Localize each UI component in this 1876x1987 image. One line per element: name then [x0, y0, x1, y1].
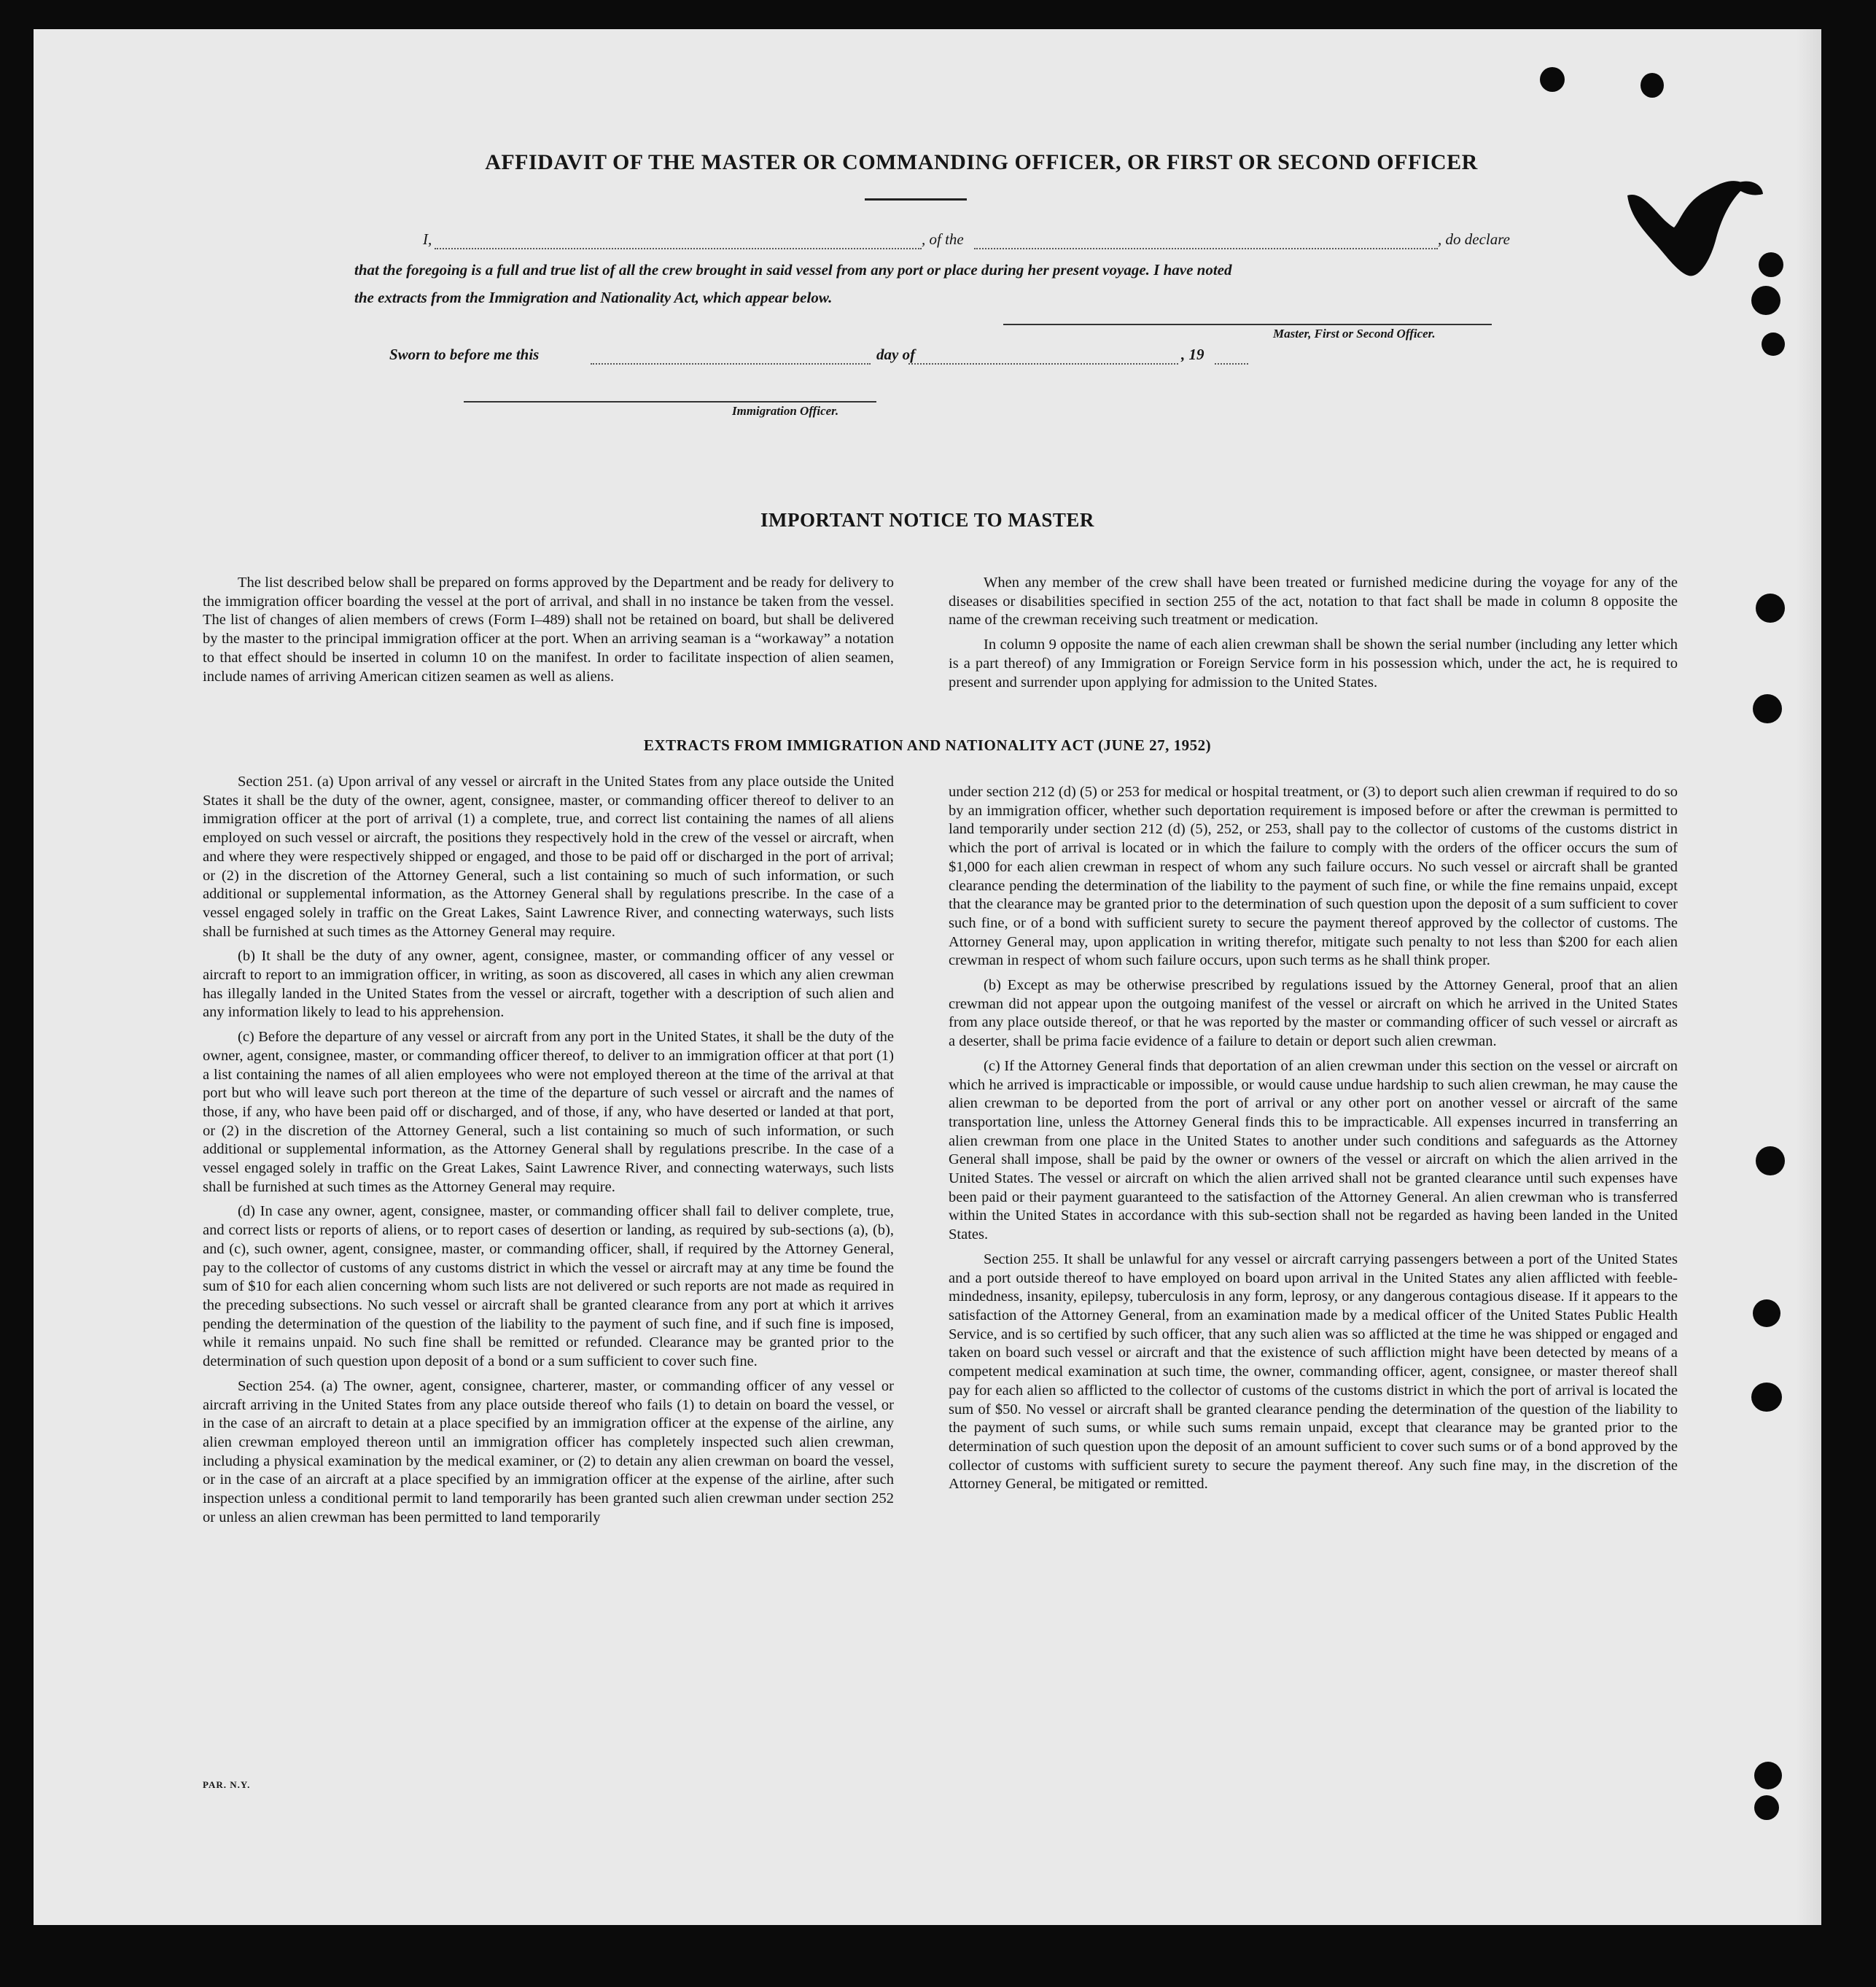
officer-signature-caption: Immigration Officer.	[732, 404, 839, 418]
binder-hole	[1751, 1383, 1782, 1412]
declaration-do-declare-label: , do declare	[1438, 230, 1510, 248]
extracts-right-column	[949, 783, 1678, 1500]
declaration-statement-2: the extracts from the Immigration and Nationality Act, which appear below.	[354, 289, 833, 306]
ink-blot-mark	[1623, 175, 1769, 292]
sworn-day-fill-field[interactable]	[591, 363, 871, 365]
master-signature-line[interactable]	[1003, 324, 1492, 325]
extract-paragraph: under section 212 (d) (5) or 253 for medical or hospital treatment, or (3) to deport such alien crewman if required to do so by an immigration officer, whether such deportation requirement is imposed before or after the crewman is permitted to land temporarily under section 212 (d) (5), 252, or 253, shall pay to the collector of customs of the customs district in which the port of arrival is located or in which the failure to comply with the orders of the officer occurs the sum of $1,000 for each alien crewman in respect of whom any such failure occurs. No such vessel or aircraft shall be granted clearance pending the determination of the liability to the payment of such fine, or while the fine remains unpaid, except that the clearance may be granted prior to the determination of such question upon the deposit of a sum sufficient to cover such fine, or of a bond with sufficient surety to secure the payment thereof approved by the collector of customs. The Attorney General may, upon application in writing therefor, mitigate such penalty to not less than $200 for each alien crewman in respect of whom such failure occurs, upon such terms as he shall think proper.	[949, 784, 1678, 969]
extracts-title: EXTRACTS FROM IMMIGRATION AND NATIONALITY ACT (JUNE 27, 1952)	[643, 736, 1212, 754]
extract-paragraph: (b) Except as may be otherwise prescribed by regulations issued by the Attorney General, proof that an alien crewman did not appear upon the outgoing manifest of the vessel or aircraft on which he arrived in the United States from any place outside thereof, or that he was reported by the master or commanding officer of such vessel or aircraft as a deserter, shall be prima facie evidence of a failure to detain or deport such alien crewman.	[949, 977, 1678, 1050]
extract-paragraph: (d) In case any owner, agent, consignee, master, or commanding officer shall fail to deliver complete, true, and correct lists or reports of aliens, or to report cases of desertion or landing, as required by sub-sections (a), (b), and (c), such owner, agent, consignee, master, or commanding officer, shall, if required by the Attorney General, pay to the collector of customs of any customs district in which the vessel or aircraft may at any time be found the sum of $10 for each alien concerning whom such lists are not delivered or such reports are not made as required in the preceding subsections. No such vessel or aircraft shall be granted clearance from any port at which it arrives pending the determination of the question of the liability to the payment of such fine, and if such fine is imposed, while it remains unpaid. No such fine shall be remitted or refunded. Clearance may be granted prior to the determination of such question upon deposit of a bond or a sum sufficient to cover such fine.	[203, 1203, 894, 1370]
extract-paragraph: (c) If the Attorney General finds that deportation of an alien crewman under this section on the vessel or aircraft on which he arrived is impracticable or impossible, or would cause undue hardship to such alien crewman, he may cause the alien crewman to be deported from the port of arrival or any other port on another vessel or aircraft of the same transportation line, unless the Attorney General finds this to be impracticable. All expenses incurred in transferring an alien crewman from one place in the United States to another under such conditions and safeguards as the Attorney General shall impose, shall be paid by the owner or owners of the vessel or aircraft on which the alien arrived in the United States. The vessel or aircraft on which the alien arrived shall not be granted clearance until such expenses have been paid or their payment guaranteed to the satisfaction of the Attorney General. An alien crewman who is transferred within the United States in accordance with this sub-section shall not be regarded as having been landed in the United States.	[949, 1057, 1678, 1243]
affidavit-title: AFFIDAVIT OF THE MASTER OR COMMANDING OFFICER, OR FIRST OR SECOND OFFICER	[485, 150, 1478, 174]
sworn-label: Sworn to before me this	[389, 346, 540, 363]
binder-hole	[1754, 1762, 1782, 1789]
sworn-year-fill-field[interactable]	[1215, 363, 1248, 365]
notice-left-column	[203, 574, 894, 692]
master-signature-caption: Master, First or Second Officer.	[1273, 327, 1436, 341]
sworn-month-fill-field[interactable]	[908, 363, 1178, 365]
binder-hole	[1756, 594, 1785, 623]
extract-paragraph: Section 254. (a) The owner, agent, consignee, charterer, master, or commanding officer of any vessel or aircraft arriving in the United States from any place outside thereof who fails (1) to detain on board the vessel, or in the case of an aircraft to detain at a place specified by an immigration officer at the expense of the airline, any alien crewman employed thereon until an immigration officer has completely inspected such alien crewman, including a physical examination by the medical examiner, or (2) to detain any alien crewman on board the vessel, or in the case of an aircraft at a place specified by an immigration officer at the expense of the airline, after such inspection unless a conditional permit to land temporarily has been granted such alien crewman under section 252 or unless an alien crewman has been permitted to land temporarily	[203, 1377, 894, 1525]
extracts-left-column	[203, 773, 894, 1533]
notice-title: IMPORTANT NOTICE TO MASTER	[760, 509, 1094, 531]
document-page	[34, 29, 1821, 1925]
extract-paragraph: Section 255. It shall be unlawful for any vessel or aircraft carrying passengers between a port of the United States and a port outside thereof to have employed on board upon arrival in the United States any alien afflicted with feeble-mindedness, insanity, epilepsy, tuberculosis in any form, leprosy, or any dangerous contagious disease. If it appears to the satisfaction of the Attorney General, from an examination made by a medical officer of the United States Public Health Service, and is so certified by such officer, that any such alien was so afflicted at the time he was shipped or engaged and taken on board such vessel or aircraft and that the existence of such affliction might have been detected by means of a competent medical examination at such time, the owner, commanding officer, agent, consignee, or master thereof shall pay for each alien so afflicted to the collector of customs of the customs district in which the port of arrival is located the sum of $50. No vessel or aircraft shall be granted clearance pending the determination of the question of the liability to the payment of such sums, or while such sums remain unpaid, except that clearance may be granted prior to the determination of such question upon the deposit of an amount sufficient to cover such sums or of a bond approved by the collector of customs with sufficient surety to secure the payment thereof. Any such fine may, in the discretion of the Attorney General, be mitigated or remitted.	[949, 1251, 1678, 1493]
notice-paragraph: When any member of the crew shall have been treated or furnished medicine during the voyage for any of the diseases or disabilities specified in section 255 of the act, notation to that fact shall be made in column 8 opposite the name of the crewman receiving such treatment or medication.	[949, 575, 1678, 629]
binder-hole	[1753, 1299, 1780, 1327]
declaration-statement-1: that the foregoing is a full and true list of all the crew brought in said vessel from any port or place during her present voyage. I have noted	[354, 261, 1232, 279]
officer-signature-line[interactable]	[464, 401, 876, 403]
year-label: , 19	[1181, 346, 1204, 363]
extract-paragraph: Section 251. (a) Upon arrival of any vessel or aircraft in the United States from any place outside the United States it shall be the duty of the owner, agent, consignee, master, or commanding officer thereof to deliver to an immigration officer at the port of arrival (1) a complete, true, and correct list containing the names of all aliens employed on such vessel or aircraft, the positions they respectively hold in the crew of the vessel or aircraft, when and where they were respectively shipped or engaged, and those to be paid off or discharged in the port of arrival; or (2) in the discretion of the Attorney General, such a list containing so much of such information, or such additional or supplemental information, as the Attorney General shall by regulations prescribe. In the case of a vessel engaged solely in traffic on the Great Lakes, Saint Lawrence River, and connecting waterways, such lists shall be furnished at such times as the Attorney General may require.	[203, 774, 894, 940]
extract-paragraph: (c) Before the departure of any vessel or aircraft from any port in the United States, it shall be the duty of the owner, agent, consignee, master, or commanding officer thereof, to deliver to an immigration officer at that port (1) a list containing the names of all alien employees who were not employed thereon at the time of the arrival at that port but who will leave such port thereon at the time of the departure of such vessel or aircraft and the names of those, if any, who have been paid off or discharged, and of those, if any, who have deserted or landed at that port, or (2) in the discretion of the Attorney General, such a list containing so much of such information, or such additional or supplemental information, as the Attorney General shall by regulations prescribe. In the case of a vessel engaged solely in traffic on the Great Lakes, Saint Lawrence River, and connecting waterways, such lists shall be furnished at such times as the Attorney General may require.	[203, 1029, 894, 1195]
declaration-of-the-label: , of the	[922, 230, 964, 248]
declaration-i-label: I,	[423, 230, 432, 248]
binder-hole	[1756, 1146, 1785, 1175]
printer-mark: PAR. N.Y.	[203, 1779, 251, 1790]
notice-right-column	[949, 574, 1678, 698]
binder-hole	[1640, 73, 1664, 98]
extract-paragraph: (b) It shall be the duty of any owner, agent, consignee, master, or commanding officer of any vessel or aircraft to report to an immigration officer, in writing, as soon as discovered, all cases in which any alien crewman has illegally landed in the United States from the vessel or aircraft, together with a description of such alien and any information likely to lead to his apprehension.	[203, 948, 894, 1021]
notice-paragraph: In column 9 opposite the name of each alien crewman shall be shown the serial number (including any letter which is a part thereof) of any Immigration or Foreign Service form in his possession which, under the act, he is required to present and surrender upon applying for admission to the United States.	[949, 637, 1678, 691]
notice-paragraph: The list described below shall be prepared on forms approved by the Department and be ready for delivery to the immigration officer boarding the vessel at the port of arrival, and shall in no instance be taken from the vessel. The list of changes of alien members of crews (Form I–489) shall not be retained on board, but shall be delivered by the master to the principal immigration officer at the port. When an arriving seaman is a “workaway” a notation to that effect should be inserted in column 10 on the manifest. In order to facilitate inspection of alien seamen, include names of arriving American citizen seamen as well as aliens.	[203, 575, 894, 685]
vessel-fill-field[interactable]	[974, 248, 1438, 249]
binder-hole	[1754, 1795, 1779, 1820]
page-edge-shadow	[1797, 29, 1821, 1925]
binder-hole	[1540, 67, 1565, 92]
binder-hole	[1762, 333, 1785, 356]
name-fill-field[interactable]	[435, 248, 922, 249]
binder-hole	[1753, 694, 1782, 723]
title-underline	[865, 198, 967, 201]
day-of-label: day of	[876, 346, 916, 363]
